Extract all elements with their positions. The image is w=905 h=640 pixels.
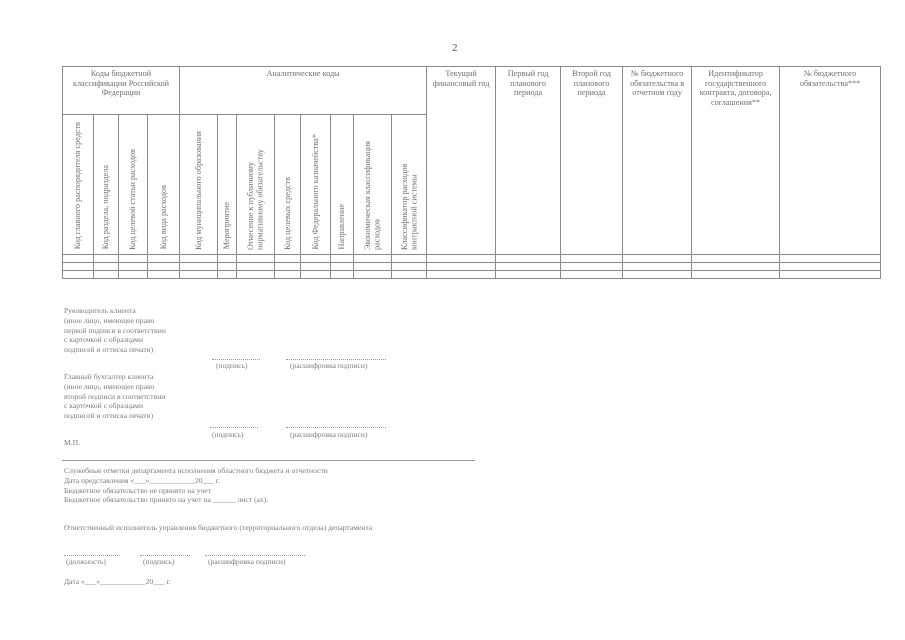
- header-main-manager-code: Код главного распорядителя средств: [63, 115, 94, 255]
- head-sign-caption: (подпись): [216, 361, 248, 370]
- stamp-place-label: М.П.: [64, 438, 81, 447]
- header-target-funds-code: Код целевых средств: [275, 115, 301, 255]
- budget-obligation-table: [62, 66, 881, 279]
- service-decode-caption: (расшифровка подписи): [208, 557, 286, 566]
- header-economic-classification: Экономическая классификация расходов: [354, 115, 392, 255]
- header-contract-identifier: Идентификатор государственного контракта, договора, соглашения**: [692, 67, 780, 255]
- header-obligation-number-2: № бюджетного обязательства***: [780, 67, 881, 255]
- responsible-executor-label: Ответственный исполнитель управления бюджетного (территориального отдела) департамента: [64, 523, 373, 532]
- service-separator: [62, 460, 475, 461]
- service-marks-block: [64, 466, 328, 505]
- header-direction: Направление: [331, 115, 354, 255]
- service-title: Служебные отметки департамента исполнения областного бюджета и отчетности: [64, 466, 328, 475]
- service-not-accepted: Бюджетное обязательство не принято на учет: [64, 485, 211, 495]
- header-section-code: Код раздела, подраздела: [94, 115, 119, 255]
- position-line: [64, 555, 120, 556]
- header-expense-type-code: Код вида расходов: [148, 115, 180, 255]
- header-obligation-number: № бюджетного обязательства в отчетном году: [623, 67, 692, 255]
- header-first-plan-year: Первый год планового периода: [496, 67, 561, 255]
- service-decode-line: [205, 555, 305, 556]
- header-public-obligation: Отнесение к публичному нормативному обязательству: [237, 115, 275, 255]
- service-sign-caption: (подпись): [143, 557, 175, 566]
- table-row: [63, 263, 881, 271]
- header-analytic-codes: Аналитические коды: [180, 67, 427, 115]
- accountant-sign-caption: (подпись): [212, 430, 244, 439]
- position-caption: (должность): [66, 557, 106, 566]
- header-municipality-code: Код муниципального образования: [180, 115, 218, 255]
- header-second-plan-year: Второй год планового периода: [561, 67, 623, 255]
- service-date: Дата представления «___»____________20___ г.: [64, 475, 220, 485]
- accountant-decode-caption: (расшифровка подписи): [290, 430, 368, 439]
- accountant-signature-line: [210, 427, 258, 428]
- header-activity: Мероприятие: [218, 115, 237, 255]
- header-contract-system-classifier: Классификатор расходов контрактной системы: [392, 115, 427, 255]
- head-signature-line: [212, 359, 260, 360]
- head-signatory-block: Руководитель клиента (иное лицо, имеющее право первой подписи в соответствии с карточкой с образцами подписей и оттиска печати): [64, 306, 166, 355]
- bottom-date: Дата «___»____________20___ г.: [64, 577, 171, 586]
- header-current-year: Текущий финансовый год: [427, 67, 496, 255]
- service-accepted-qty: Бюджетное обязательство принято на учет на ______ лист (ах).: [64, 495, 269, 505]
- table-row: [63, 271, 881, 279]
- accountant-decode-line: [286, 427, 386, 428]
- head-decode-line: [286, 359, 386, 360]
- service-signature-line: [140, 555, 190, 556]
- table-row: [63, 255, 881, 263]
- header-budget-codes: Коды бюджетной классификации Российской Федерации: [63, 67, 180, 115]
- head-decode-caption: (расшифровка подписи): [290, 361, 368, 370]
- page-number: 2: [452, 42, 458, 54]
- accountant-signatory-block: Главный бухгалтер клиента (иное лицо, имеющее право второй подписи в соответствии с карточкой с образцами подписей и оттиска печати): [64, 372, 166, 421]
- header-treasury-code: Код Федерального казначейства*: [301, 115, 331, 255]
- header-target-article-code: Код целевой статьи расходов: [119, 115, 148, 255]
